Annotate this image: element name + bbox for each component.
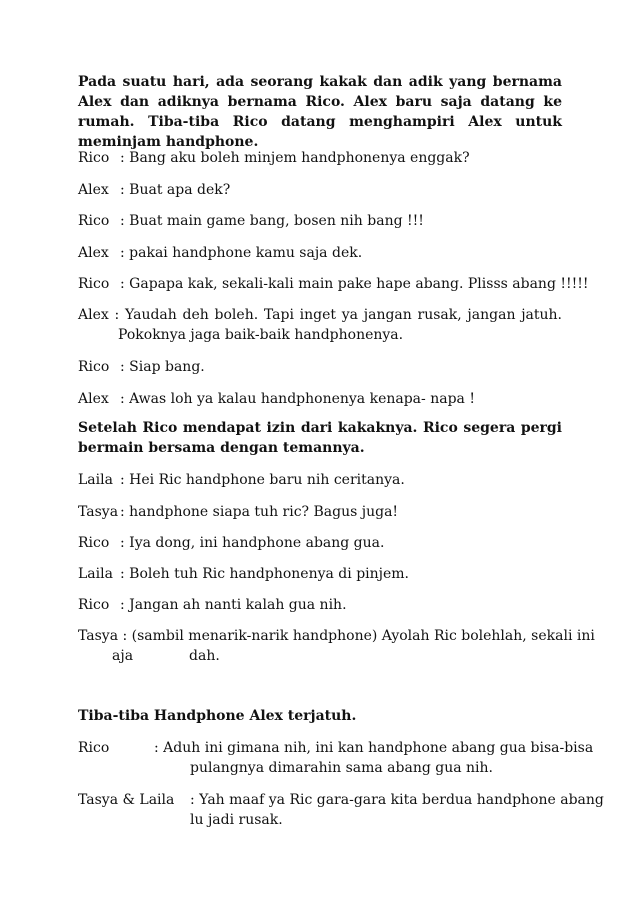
- speaker: Rico: [78, 359, 110, 375]
- dialog-line-long: [78, 738, 594, 782]
- dialog-text-continued: [78, 646, 562, 666]
- speaker: Rico: [78, 535, 110, 551]
- speaker: Rico: [78, 597, 110, 613]
- dialog-text: Alex : Yaudah deh boleh. Tapi inget ya jangan rusak, jangan jatuh.: [78, 307, 562, 323]
- narration-heading: Tiba-tiba Handphone Alex terjatuh.: [78, 708, 357, 724]
- dialog-text-continued: lu jadi rusak.: [190, 812, 283, 828]
- narration-paragraph: Setelah Rico mendapat izin dari kakaknya. Rico segera pergi bermain bersama dengan temannya.: [78, 420, 562, 456]
- speaker: Laila: [78, 472, 113, 488]
- dialog-text: : Gapapa kak, sekali-kali main pake hape abang. Plisss abang !!!!!: [120, 276, 589, 292]
- dialog-line-long: [78, 626, 595, 666]
- dialog-text: : pakai handphone kamu saja dek.: [120, 245, 363, 261]
- dialog-text: : Buat apa dek?: [120, 182, 231, 198]
- speaker: Rico: [78, 213, 110, 229]
- speaker: Laila: [78, 566, 113, 582]
- dialog-text-continued: pulangnya dimarahin sama abang gua nih.: [190, 760, 493, 776]
- dialog-line-long: [78, 305, 562, 345]
- intro-paragraph: Pada suatu hari, ada seorang kakak dan adik yang bernama Alex dan adiknya bernama Rico. Alex baru saja datang ke rumah. Tiba-tiba Rico datang menghampiri Alex untuk meminjam handphone.: [78, 74, 562, 150]
- dialog-text-continued: Pokoknya jaga baik-baik handphonenya.: [118, 327, 404, 343]
- dialog-text: : Bang aku boleh minjem handphonenya enggak?: [120, 150, 470, 166]
- dialog-text: : Awas loh ya kalau handphonenya kenapa- napa !: [120, 391, 475, 407]
- dialog-text: Tasya : (sambil menarik-narik handphone) Ayolah Ric bolehlah, sekali ini: [78, 628, 595, 644]
- dialog-text: : Hei Ric handphone baru nih ceritanya.: [120, 472, 405, 488]
- dialog-text: : Buat main game bang, bosen nih bang !!!: [120, 213, 424, 229]
- dialog-text: : Iya dong, ini handphone abang gua.: [120, 535, 385, 551]
- speaker: Tasya & Laila: [78, 792, 175, 808]
- speaker: Rico: [78, 150, 110, 166]
- dialog-text: : Siap bang.: [120, 359, 205, 375]
- speaker: Alex: [78, 245, 109, 261]
- dialog-text: : Aduh ini gimana nih, ini kan handphone abang gua bisa-bisa: [154, 740, 594, 756]
- speaker: Alex: [78, 182, 109, 198]
- dialog-text: : Yah maaf ya Ric gara-gara kita berdua handphone abang: [190, 792, 604, 808]
- speaker: Rico: [78, 740, 110, 756]
- dialog-text-part: dah.: [189, 648, 220, 664]
- dialog-text: : handphone siapa tuh ric? Bagus juga!: [120, 504, 399, 520]
- speaker: Rico: [78, 276, 110, 292]
- dialog-text-part: aja: [112, 648, 134, 664]
- speaker: Alex: [78, 391, 109, 407]
- dialog-line-long: [78, 790, 604, 834]
- dialog-text: : Jangan ah nanti kalah gua nih.: [120, 597, 347, 613]
- speaker: Tasya: [78, 504, 119, 520]
- dialog-text: : Boleh tuh Ric handphonenya di pinjem.: [120, 566, 410, 582]
